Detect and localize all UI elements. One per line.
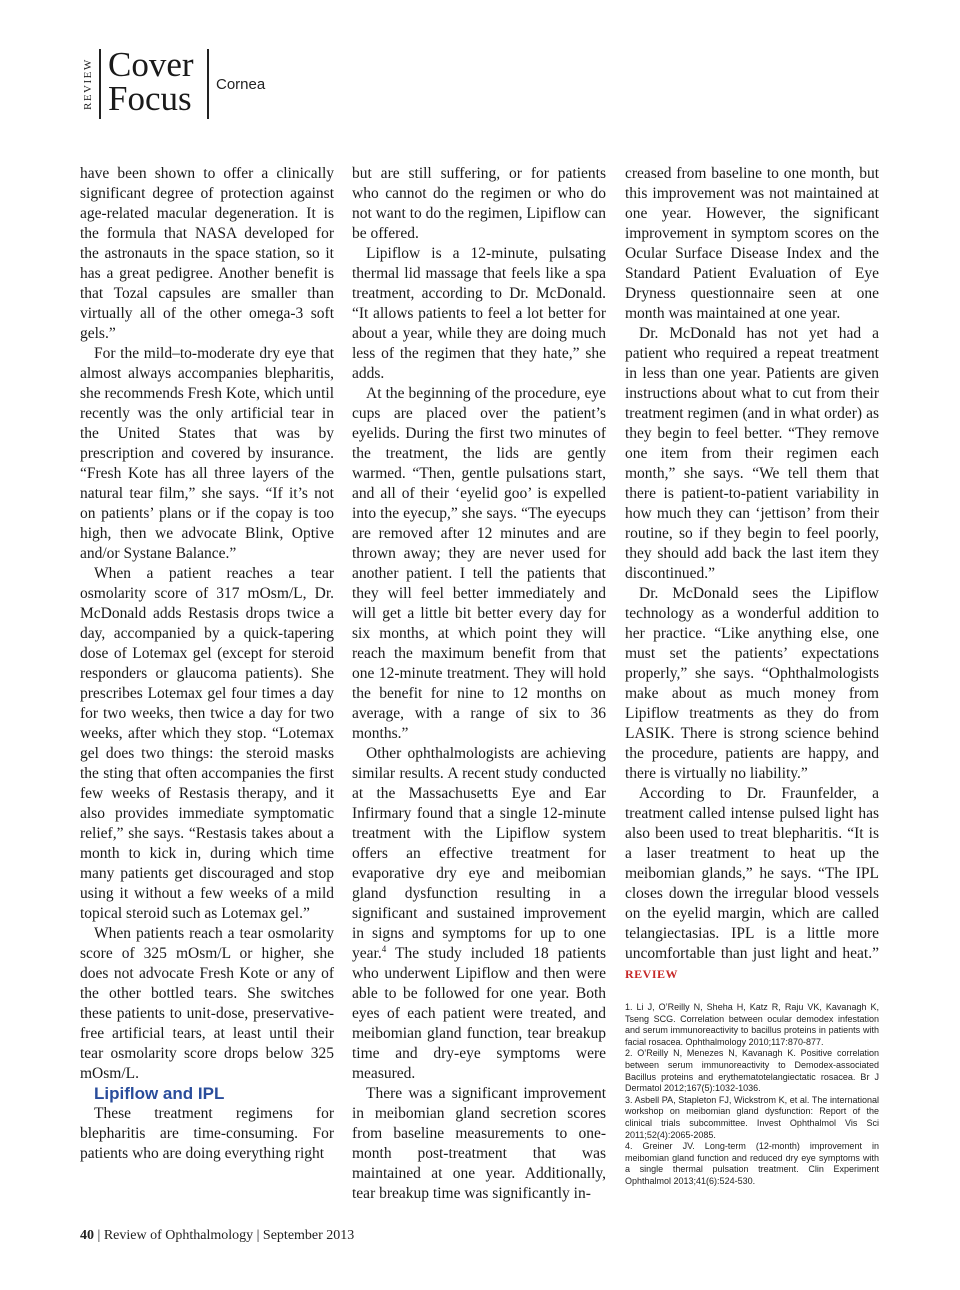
- article-column-2: [352, 164, 606, 1204]
- paragraph: When patients reach a tear osmolarity score of 325 mOsm/L or higher, she does not advocate Fresh Kote or any of the other bottled tears. She switches these patients to unit-dose, preservative-free artificial tears, at least until their tear osmolarity score drops below 325 mOsm/L.: [80, 925, 334, 1082]
- citation-marker: 4: [381, 943, 387, 954]
- article-column-3: [625, 164, 879, 1188]
- paragraph: have been shown to offer a clinically significant degree of protection against age-related macular degeneration. It is the formula that NASA developed for the astronauts in the space station, so it has a great pedigree. Another benefit is that Tozal capsules are smaller than virtually all of the other omega-3 soft gels.”: [80, 165, 334, 342]
- reference-item: 2. O’Reilly N, Menezes N, Kavanagh K. Positive correlation between serum immunoreactivity to Demodex-associated Bacillus proteins and erythematotelangiectatic rosacea. Br J Dermatol 2012;167(5):1032-1036.: [625, 1048, 879, 1094]
- header-divider-right: [207, 49, 209, 119]
- subheading: Lipiflow and IPL: [94, 1084, 225, 1103]
- department-title: [108, 45, 194, 118]
- section-label: Cornea: [216, 76, 266, 93]
- paragraph: Lipiflow is a 12-minute, pulsating thermal lid massage that feels like a spa treatment, according to Dr. McDonald. “It allows patients to feel a lot better for about a year, while they are doing much less of the regimen that they hate,” she adds.: [352, 245, 606, 382]
- references-list: [625, 1002, 879, 1188]
- footer-publication: Review of Ophthalmology | September 2013: [103, 1228, 355, 1243]
- title-line-1: Cover: [108, 45, 194, 84]
- header-divider-left: [99, 49, 101, 119]
- paragraph: These treatment regimens for blepharitis are time-consuming. For patients who are doing everything right: [80, 1105, 334, 1162]
- page-number: 40: [80, 1228, 94, 1243]
- reference-item: 1. Li J, O’Reilly N, Sheha H, Katz R, Raju VK, Kavanagh K, Tseng SCG. Correlation between ocular demodex infestation and serum immunoreactivity to bacillus proteins in patients with facial rosacea. Ophthalmology 2010;117:870-877.: [625, 1002, 879, 1047]
- paragraph: At the beginning of the procedure, eye cups are placed over the patient’s eyelids. During the first two minutes of the treatment, the lids are gently warmed. “Then, gentle pulsations start, and all of their ‘eyelid goo’ is expelled into the eyecup,” she says. “The eyecups are removed after 12 minutes and are thrown away; they are never used for another patient. I tell the patients that they will feel better immediately and will get a little bit better every day for six months, at which point they will reach the maximum benefit from that one 12-minute treatment. They will hold the benefit for nine to 12 months on average, with a range of six to 36 months.”: [352, 385, 606, 742]
- article-column-1: [80, 164, 334, 1164]
- title-line-2: Focus: [108, 79, 192, 118]
- paragraph: Dr. McDonald sees the Lipiflow technology as a wonderful addition to her practice. “Like anything else, one must set the patients’ expectations properly,” she says. “Ophthalmologists make about as much money from Lipiflow treatments as they do from LASIK. There is strong science behind the procedure, patients are happy, and there is virtually no liability.”: [625, 585, 879, 782]
- paragraph: For the mild–to-moderate dry eye that almost always accompanies blepharitis, she recommends Fresh Kote, which until recently was the only artificial tear in the United States that was by prescription and covered by insurance. “Fresh Kote has all three layers of the natural tear film,” she says. “If it’s not on patients’ plans or if the copay is too high, then we advocate Blink, Optive and/or Systane Balance.”: [80, 345, 334, 562]
- paragraph: creased from baseline to one month, but this improvement was not maintained at one year. However, the significant improvement in symptom scores on the Ocular Surface Disease Index and the Standard Patient Evaluation of Eye Dryness questionnaire seen at one month was maintained at one year.: [625, 165, 879, 322]
- paragraph: Other ophthalmologists are achieving similar results. A recent study conducted at the Massachusetts Eye and Ear Infirmary found that a single 12-minute treatment with the Lipiflow system offers an effective treatment for evaporative dry eye and meibomian gland dysfunction resulting in a significant and sustained improvement in signs and symptoms for up to one year.$^4$ The study included 18 patients who underwent Lipiflow and then were able to be followed for one year. Both eyes of each patient were treated, and meibomian gland function, tear breakup time and dry-eye symptoms were measured.: [352, 745, 606, 1082]
- reference-item: 3. Asbell PA, Stapleton FJ, Wickstrom K, et al. The international workshop on meibomian gland dysfunction: Report of the clinical trials subcommittee. Invest Ophthalmol Vis Sci 2011;52(4):2065-2085.: [625, 1094, 879, 1140]
- paragraph: Dr. McDonald has not yet had a patient who required a repeat treatment in less than one year. Patients are given instructions about what to cut from their treatment regimen (and in what order) as they begin to feel better. “They remove one item from their regimen each month,” she says. “We tell them that there is patient-to-patient variability in how much they can ‘jettison’ from their routine, so if they begin to feel poorly, they should add back the last item they discontinued.”: [625, 325, 879, 582]
- end-mark: REVIEW: [625, 967, 679, 981]
- page-footer: 40 | Review of Ophthalmology | September 2013: [80, 1228, 355, 1243]
- paragraph: There was a significant improvement in meibomian gland secretion scores from baseline measurements to one-month post-treatment that was maintained at one year. Additionally, tear breakup time was significantly in-: [352, 1085, 606, 1202]
- paragraph: According to Dr. Fraunfelder, a treatment called intense pulsed light has also been used to treat blepharitis. “It is a laser treatment to heat up the meibomian glands,” he says. “The IPL closes down the irregular blood vessels on the eyelid margin, which are called telangiectasias. IPL is a little more uncomfortable than just light and heat.” REVIEW: [625, 785, 879, 981]
- paragraph: but are still suffering, or for patients who cannot do the regimen or who do not want to do the regimen, Lipiflow can be offered.: [352, 165, 606, 242]
- reference-item: 4. Greiner JV. Long-term (12-month) improvement in meibomian gland function and reduced dry eye symptoms with a single thermal pulsation treatment. Clin Experiment Ophthalmol 2013;41(6):524-530.: [625, 1141, 879, 1186]
- vertical-review-label: REVIEW: [82, 58, 94, 110]
- paragraph: When a patient reaches a tear osmolarity score of 317 mOsm/L, Dr. McDonald adds Restasis drops twice a day, accompanied by a quick-tapering dose of Lotemax gel (except for steroid responders or glaucoma patients). She prescribes Lotemax gel four times a day for two weeks, then twice a day for two weeks, after which they stop. “Lotemax gel does two things: the steroid masks the sting that often accompanies the first few weeks of Restasis therapy, and it also provides immediate symptomatic relief,” she says. “Restasis takes about a month to kick in, during which time many patients get discouraged and stop using it without a few weeks of a mild topical steroid such as Lotemax gel.”: [80, 565, 334, 922]
